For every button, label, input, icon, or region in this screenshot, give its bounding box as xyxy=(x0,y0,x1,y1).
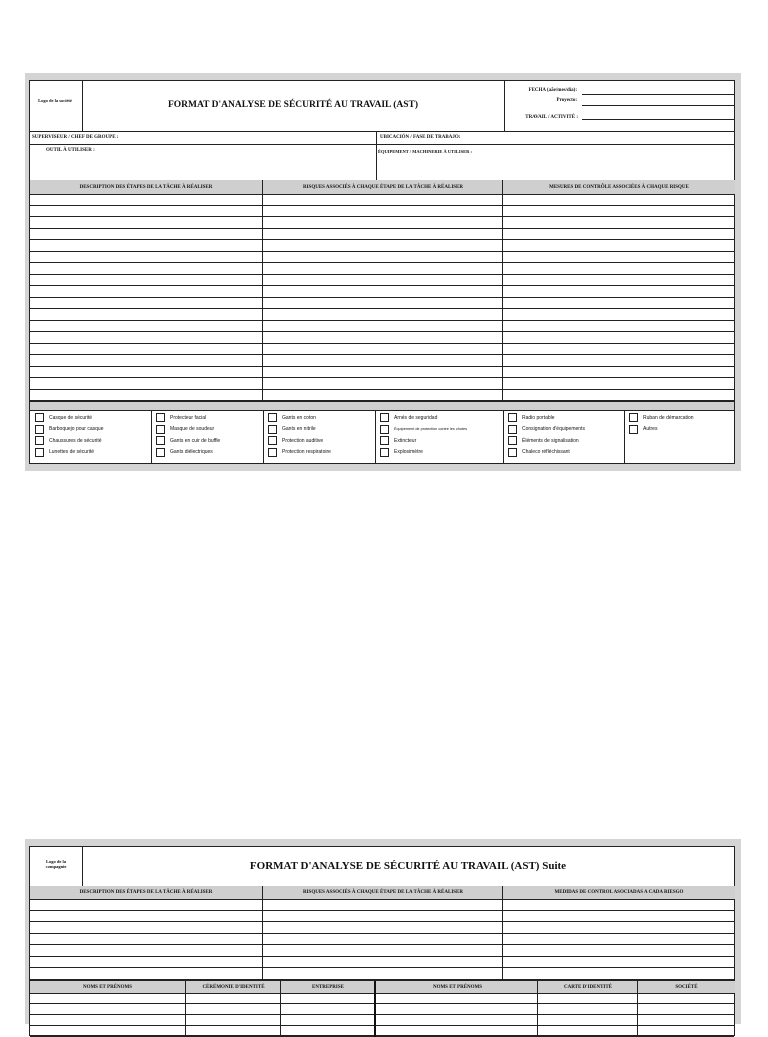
ubicacion-label: UBICACIÓN / FASE DE TRABAJO: xyxy=(380,135,461,140)
column-divider xyxy=(502,194,503,400)
ppe-checkbox-item[interactable] xyxy=(268,425,372,434)
table-row[interactable] xyxy=(30,252,734,264)
col-header-mesures: MESURES DE CONTRÔLE ASSOCIÉES À CHAQUE RISQUE xyxy=(502,180,735,194)
sign-col-societe: SOCIÉTÉ xyxy=(637,981,735,993)
ppe-label: Explosimètre xyxy=(394,449,423,455)
ppe-column-divider xyxy=(624,410,625,463)
ppe-checkbox-item[interactable] xyxy=(380,448,500,457)
checkbox[interactable] xyxy=(268,425,277,434)
checkbox[interactable] xyxy=(380,448,389,457)
col-header-description-2: DESCRIPTION DES ÉTAPES DE LA TÂCHE À RÉALISER xyxy=(30,886,262,899)
table-row[interactable] xyxy=(30,286,734,298)
table-row[interactable] xyxy=(30,899,734,911)
ppe-label: Radio portable xyxy=(522,414,555,421)
checkbox[interactable] xyxy=(156,413,165,422)
table-row[interactable] xyxy=(30,957,734,969)
sign-col-carte: CARTE D'IDENTITÉ xyxy=(537,981,638,993)
ppe-checkbox-item[interactable] xyxy=(268,448,372,457)
checkbox[interactable] xyxy=(156,436,165,445)
ppe-checkbox-item[interactable] xyxy=(35,436,148,445)
signature-table-body xyxy=(30,993,734,1037)
column-divider xyxy=(637,993,638,1037)
form-page-1 xyxy=(25,73,741,471)
table-row[interactable] xyxy=(30,344,734,356)
table-row[interactable] xyxy=(30,194,734,206)
ppe-label: Chaleco réfléchissant xyxy=(522,449,570,455)
ppe-label: Autres xyxy=(643,426,658,432)
superviseur-label: SUPERVISEUR / CHEF DE GROUPE : xyxy=(32,135,119,140)
col-header-risques: RISQUES ASSOCIÉS À CHAQUE ÉTAPE DE LA TÂCHE À RÉALISER xyxy=(262,180,503,194)
col-header-risques-2: RISQUES ASSOCIÉS À CHAQUE ÉTAPE DE LA TÂCHE À RÉALISER xyxy=(262,886,503,899)
ppe-checkbox-item[interactable] xyxy=(268,413,372,422)
ppe-label: Casque de sécurité xyxy=(49,414,93,421)
checkbox[interactable] xyxy=(35,413,44,422)
checkbox[interactable] xyxy=(380,413,389,422)
table-row[interactable] xyxy=(30,1026,734,1037)
ppe-checkbox-item[interactable] xyxy=(629,425,731,434)
steps-table-header-2 xyxy=(30,886,734,900)
checkbox[interactable] xyxy=(629,425,638,434)
col-header-description: DESCRIPTION DES ÉTAPES DE LA TÂCHE À RÉALISER xyxy=(30,180,262,194)
checkbox[interactable] xyxy=(268,448,277,457)
table-row[interactable] xyxy=(30,1004,734,1015)
column-divider xyxy=(374,993,376,1037)
checkbox[interactable] xyxy=(380,436,389,445)
proyecto-field[interactable] xyxy=(582,105,734,106)
form-header-2 xyxy=(30,847,734,887)
table-row[interactable] xyxy=(30,911,734,923)
table-row[interactable] xyxy=(30,321,734,333)
fecha-label: FECHA (aãe/mes/día): xyxy=(528,88,577,93)
ppe-checkbox-item[interactable] xyxy=(156,413,260,422)
col-header-medidas-2: MEDIDAS DE CONTROL ASOCIADAS A CADA RIESGO xyxy=(502,886,735,899)
table-row[interactable] xyxy=(30,367,734,379)
checkbox[interactable] xyxy=(629,413,638,422)
ppe-checkbox-item[interactable] xyxy=(629,413,731,422)
ppe-label: Éléments de signalisation xyxy=(522,437,579,444)
ppe-label: Gants en nitrile xyxy=(282,426,316,432)
ppe-label: Protecteur facial xyxy=(170,414,207,421)
form-header xyxy=(30,81,734,132)
table-row[interactable] xyxy=(30,206,734,218)
ppe-checkbox-item[interactable] xyxy=(380,425,500,434)
tools-row xyxy=(30,144,734,181)
ppe-label: Équipement de protection contre les chutes xyxy=(394,427,468,431)
ppe-checkbox-item[interactable] xyxy=(508,425,621,434)
table-row[interactable] xyxy=(30,922,734,934)
table-row[interactable] xyxy=(30,229,734,241)
ppe-label: Gants diélectriques xyxy=(170,449,213,455)
checkbox[interactable] xyxy=(268,436,277,445)
checkbox[interactable] xyxy=(156,448,165,457)
supervisor-row xyxy=(30,131,734,145)
column-divider xyxy=(262,194,263,400)
outil-label: OUTIL À UTILISER : xyxy=(46,148,95,153)
checkbox[interactable] xyxy=(35,448,44,457)
table-row[interactable] xyxy=(30,217,734,229)
checkbox[interactable] xyxy=(508,436,517,445)
sign-col-noms-2: NOMS ET PRÉNOMS xyxy=(374,981,539,993)
table-row[interactable] xyxy=(30,355,734,367)
ppe-column-divider xyxy=(375,410,376,463)
ppe-checkbox-item[interactable] xyxy=(35,413,148,422)
steps-table-body-2 xyxy=(30,899,734,980)
checkbox[interactable] xyxy=(508,413,517,422)
ppe-checkbox-item[interactable] xyxy=(508,413,621,422)
ppe-checkbox-item[interactable] xyxy=(35,448,148,457)
ppe-checkbox-item[interactable] xyxy=(380,413,500,422)
ppe-label: Chaussures de sécurité xyxy=(49,437,102,444)
ppe-label: Barboquejo pour casque xyxy=(49,426,104,432)
ppe-label: Protection auditive xyxy=(282,437,324,444)
equipement-label: ÉQUIPEMENT / MACHINERIE À UTILISER : xyxy=(378,149,473,154)
column-divider xyxy=(537,993,538,1037)
fecha-field[interactable] xyxy=(582,94,734,95)
company-logo-placeholder-2: Logo de la compagnie xyxy=(45,859,67,869)
ppe-label: Consignation d'équipements xyxy=(522,426,585,432)
column-divider xyxy=(262,899,263,980)
table-row[interactable] xyxy=(30,332,734,344)
ppe-checklist xyxy=(30,410,734,463)
ppe-column-divider xyxy=(503,410,504,463)
checkbox[interactable] xyxy=(35,425,44,434)
checkbox[interactable] xyxy=(268,413,277,422)
table-row[interactable] xyxy=(30,240,734,252)
sign-col-noms-1: NOMS ET PRÉNOMS xyxy=(30,981,185,993)
ppe-label: Protection respiratoire xyxy=(282,449,331,455)
ppe-checkbox-item[interactable] xyxy=(35,425,148,434)
ppe-label: Arnés de seguridad xyxy=(394,414,438,421)
ppe-label: Gants en cuir de buffle xyxy=(170,437,221,444)
ppe-label: Lunettes de sécurité xyxy=(49,449,95,455)
table-row[interactable] xyxy=(30,968,734,980)
ppe-label: Ruban de démarcation xyxy=(643,414,694,421)
checkbox[interactable] xyxy=(508,448,517,457)
proyecto-label: Proyecto: xyxy=(556,98,577,103)
form-title-2: FORMAT D'ANALYSE DE SÉCURITÉ AU TRAVAIL (AST) Suite xyxy=(249,860,567,872)
table-row[interactable] xyxy=(30,263,734,275)
ppe-checkbox-item[interactable] xyxy=(508,448,621,457)
form-title: FORMAT D'ANALYSE DE SÉCURITÉ AU TRAVAIL (AST) xyxy=(167,100,419,110)
checkbox[interactable] xyxy=(508,425,517,434)
travail-label: TRAVAIL / ACTIVITÉ : xyxy=(525,115,578,120)
signature-table-header xyxy=(30,980,734,994)
ast-form-continuation xyxy=(29,846,735,1036)
ppe-checkbox-item[interactable] xyxy=(156,448,260,457)
ppe-checkbox-item[interactable] xyxy=(156,436,260,445)
table-row[interactable] xyxy=(30,1015,734,1026)
steps-table-header xyxy=(30,180,734,195)
checkbox[interactable] xyxy=(380,425,389,434)
table-row[interactable] xyxy=(30,309,734,321)
ppe-column-divider xyxy=(263,410,264,463)
form-page-2 xyxy=(25,839,741,1024)
checkbox[interactable] xyxy=(35,436,44,445)
table-row[interactable] xyxy=(30,298,734,310)
ppe-label: Masque de soudeur xyxy=(170,426,215,432)
table-row[interactable] xyxy=(30,945,734,957)
column-divider xyxy=(502,899,503,980)
travail-field[interactable] xyxy=(582,119,734,120)
ppe-label: Gants en coton xyxy=(282,414,316,421)
ppe-label: Extincteur xyxy=(394,437,417,444)
ppe-checkbox-item[interactable] xyxy=(268,436,372,445)
ppe-column-divider xyxy=(151,410,152,463)
table-row[interactable] xyxy=(30,934,734,946)
ppe-checkbox-item[interactable] xyxy=(508,436,621,445)
table-row[interactable] xyxy=(30,390,734,402)
sign-col-entreprise: ENTREPRISE xyxy=(280,981,375,993)
column-divider xyxy=(185,993,186,1037)
column-divider xyxy=(280,993,281,1037)
checkbox[interactable] xyxy=(156,425,165,434)
ast-form xyxy=(29,80,735,464)
sign-col-ceremonie: CÉRÉMONIE D'IDENTITÉ xyxy=(185,981,281,993)
company-logo-placeholder: Logo de la société xyxy=(38,98,72,103)
ppe-checkbox-item[interactable] xyxy=(156,425,260,434)
table-row[interactable] xyxy=(30,993,734,1004)
table-row[interactable] xyxy=(30,378,734,390)
steps-table-body xyxy=(30,194,734,400)
ppe-checkbox-item[interactable] xyxy=(380,436,500,445)
table-row[interactable] xyxy=(30,275,734,287)
